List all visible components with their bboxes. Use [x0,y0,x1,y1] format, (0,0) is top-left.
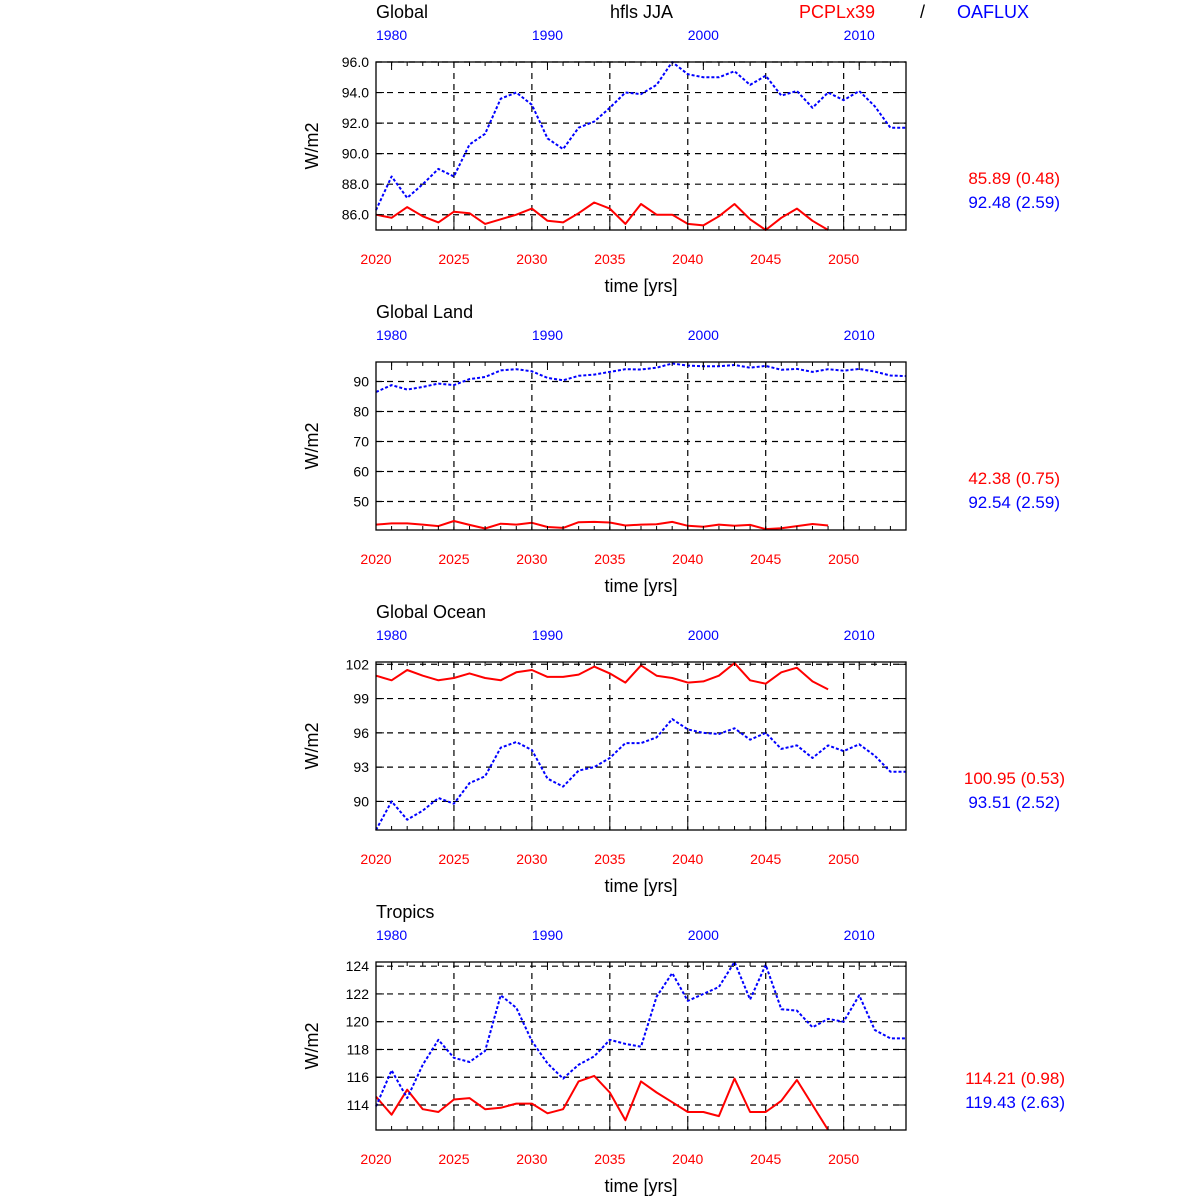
x-tick-label: 2040 [672,551,704,567]
y-tick-label: 120 [345,1013,369,1030]
series-line-pcplx39 [376,203,828,231]
y-tick-label: 102 [345,656,369,673]
x-tick-label: 2045 [750,851,782,867]
x-axis-label: time [yrs] [604,876,678,896]
x-tick-label: 2045 [750,551,782,567]
top-x-tick-label: 1980 [376,327,408,343]
panel-0 [376,62,906,230]
x-tick-label: 2050 [828,851,860,867]
x-tick-label: 2040 [672,851,704,867]
x-tick-label: 2020 [360,1151,392,1167]
top-x-tick-label: 2010 [843,627,875,643]
x-tick-label: 2035 [594,1151,626,1167]
x-axis-label: time [yrs] [604,1176,678,1196]
y-axis-label: W/m2 [302,722,322,770]
top-x-tick-label: 1980 [376,627,408,643]
panel-title: Global Ocean [376,602,487,622]
top-x-tick-label: 2000 [687,927,719,943]
series-line-pcplx39 [376,521,828,529]
x-tick-label: 2025 [438,1151,470,1167]
panel-title: Global [376,2,429,22]
y-axis-label: W/m2 [302,422,322,470]
panel-title: Global Land [376,302,474,322]
x-tick-label: 2045 [750,1151,782,1167]
x-tick-label: 2050 [828,1151,860,1167]
stat-obs-tropics: 119.43 (2.63) [965,1093,1065,1112]
x-tick-label: 2040 [672,251,704,267]
variable-label: hfls JJA [610,2,674,22]
model-legend-label: PCPLx39 [799,2,876,22]
y-tick-label: 122 [345,985,369,1002]
top-x-tick-label: 1980 [376,27,408,43]
top-x-tick-label: 1990 [531,927,564,943]
stat-obs-global-ocean: 93.51 (2.52) [968,793,1060,812]
x-tick-label: 2050 [828,251,860,267]
top-x-tick-label: 1990 [531,627,564,643]
plot-frame [376,362,906,530]
x-tick-label: 2025 [438,851,470,867]
stat-model-global-land: 42.38 (0.75) [968,469,1060,488]
y-tick-label: 86.0 [341,206,369,223]
top-x-tick-label: 2010 [843,27,875,43]
y-tick-label: 60 [353,463,369,480]
x-tick-label: 2020 [360,251,392,267]
y-tick-label: 96.0 [341,54,369,70]
series-line-oaflux [376,719,906,830]
top-x-tick-label: 1990 [531,327,564,343]
stat-model-global: 85.89 (0.48) [968,169,1060,188]
legend-separator: / [920,2,926,22]
y-tick-label: 90.0 [341,145,369,162]
x-tick-label: 2035 [594,851,626,867]
y-tick-label: 90 [353,373,369,390]
y-tick-label: 114 [346,1097,369,1114]
x-axis-label: time [yrs] [604,576,678,596]
x-tick-label: 2020 [360,851,392,867]
top-x-tick-label: 2000 [687,327,719,343]
x-tick-label: 2035 [594,551,626,567]
panel-2 [376,662,906,830]
x-tick-label: 2030 [516,1151,548,1167]
y-tick-label: 118 [346,1041,369,1058]
top-x-tick-label: 2000 [687,627,719,643]
y-tick-label: 88.0 [341,176,369,193]
stat-obs-global-land: 92.54 (2.59) [968,493,1060,512]
x-tick-label: 2050 [828,551,860,567]
y-tick-label: 116 [346,1069,369,1086]
x-axis-label: time [yrs] [604,276,678,296]
stat-obs-global: 92.48 (2.59) [968,193,1060,212]
panel-1 [376,362,906,530]
x-tick-label: 2035 [594,251,626,267]
y-axis-label: W/m2 [302,122,322,170]
stat-model-tropics: 114.21 (0.98) [965,1069,1065,1088]
y-tick-label: 90 [353,793,369,810]
x-tick-label: 2030 [516,251,548,267]
series-line-pcplx39 [376,663,828,689]
y-tick-label: 50 [353,493,369,510]
series-line-pcplx39 [376,1076,828,1130]
series-line-oaflux [376,364,906,393]
y-tick-label: 124 [345,958,369,975]
stat-model-global-ocean: 100.95 (0.53) [963,769,1065,788]
x-tick-label: 2040 [672,1151,704,1167]
top-x-tick-label: 2010 [843,327,875,343]
series-line-oaflux [376,962,906,1106]
y-tick-label: 99 [353,690,369,707]
x-tick-label: 2025 [438,251,470,267]
top-x-tick-label: 1990 [531,27,564,43]
series-line-oaflux [376,62,906,210]
obs-legend-label: OAFLUX [957,2,1030,22]
y-tick-label: 92.0 [341,115,369,132]
x-tick-label: 2025 [438,551,470,567]
panel-title: Tropics [376,902,435,922]
y-axis-label: W/m2 [302,1022,322,1070]
top-x-tick-label: 2010 [843,927,875,943]
x-tick-label: 2045 [750,251,782,267]
x-tick-label: 2030 [516,551,548,567]
x-tick-label: 2030 [516,851,548,867]
panel-3 [376,962,906,1130]
y-tick-label: 94.0 [341,84,369,101]
x-tick-label: 2020 [360,551,392,567]
top-x-tick-label: 2000 [687,27,719,43]
y-tick-label: 93 [353,759,369,776]
y-tick-label: 70 [353,433,369,450]
y-tick-label: 80 [353,403,369,420]
y-tick-label: 96 [353,724,369,741]
top-x-tick-label: 1980 [376,927,408,943]
